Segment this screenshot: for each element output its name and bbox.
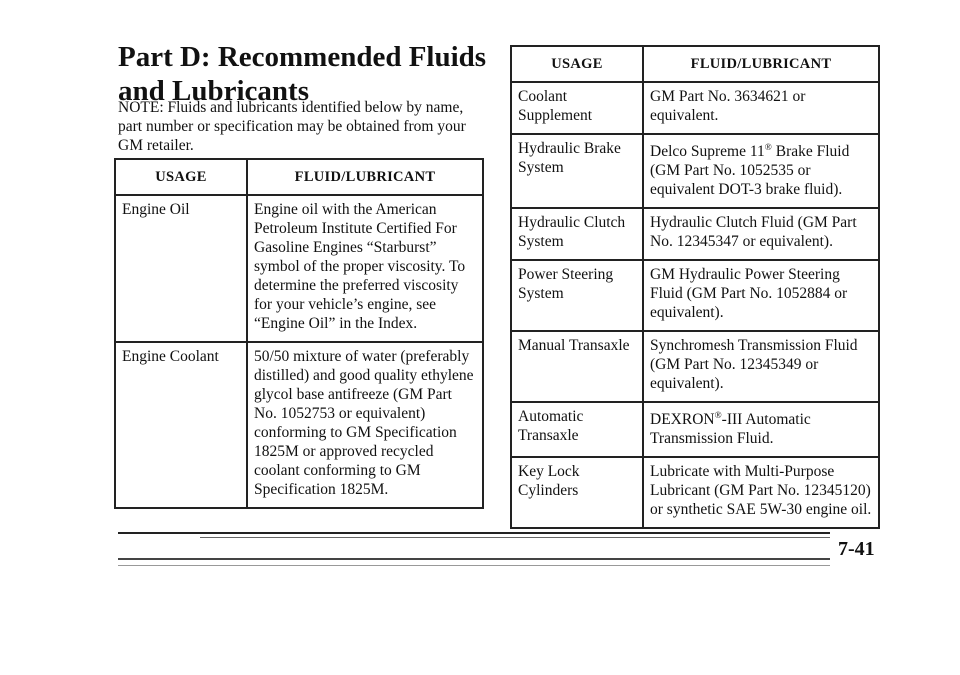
table-header-row — [115, 159, 483, 195]
usage-cell: Key Lock Cylinders — [511, 457, 643, 528]
fluid-cell: 50/50 mixture of water (preferably distilled) and good quality ethylene glycol base antifreeze (GM Part No. 1052753 or equivalent) conforming to GM Specification 1825M or approved recycled coolant conforming to GM Specification 1825M. — [247, 342, 483, 508]
table-row — [115, 342, 483, 508]
fluid-cell: Lubricate with Multi-Purpose Lubricant (GM Part No. 12345120) or synthetic SAE 5W-30 engine oil. — [643, 457, 879, 528]
usage-cell: Manual Transaxle — [511, 331, 643, 402]
footer-rule — [118, 558, 830, 560]
page-title: Part D: Recommended Fluids and Lubricants — [118, 41, 487, 107]
page-number: 7-41 — [838, 538, 875, 560]
table-row — [511, 82, 879, 134]
table-row — [511, 457, 879, 528]
fluid-cell — [643, 134, 879, 208]
table-row — [511, 134, 879, 208]
table-row — [511, 260, 879, 331]
fluid-cell: Engine oil with the American Petroleum Institute Certified For Gasoline Engines “Starburst” symbol of the proper viscosity. To determine the preferred viscosity for your vehicle’s engine, see “Engine Oil” in the Index. — [247, 195, 483, 342]
fluid-cell: Synchromesh Transmission Fluid (GM Part No. 12345349 or equivalent). — [643, 331, 879, 402]
fluid-text: DEXRON — [650, 411, 715, 429]
usage-cell: Engine Oil — [115, 195, 247, 342]
table-row — [511, 208, 879, 260]
usage-cell: Coolant Supplement — [511, 82, 643, 134]
table-header-row — [511, 46, 879, 82]
registered-mark: ® — [764, 143, 772, 153]
usage-cell: Hydraulic Clutch System — [511, 208, 643, 260]
fluid-cell: Hydraulic Clutch Fluid (GM Part No. 12345347 or equivalent). — [643, 208, 879, 260]
note-text: NOTE: Fluids and lubricants identified below by name, part number or specification may be obtained from your GM retailer. — [118, 99, 466, 154]
usage-cell: Hydraulic Brake System — [511, 134, 643, 208]
fluid-text: Delco Supreme 11 — [650, 143, 765, 161]
fluids-table-right — [510, 45, 880, 529]
fluid-text: Brake Fluid (GM Part No. 1052535 or equivalent DOT-3 brake fluid). — [650, 143, 850, 199]
usage-cell: Automatic Transaxle — [511, 402, 643, 457]
column-header-fluid: FLUID/LUBRICANT — [643, 46, 879, 82]
registered-mark: ® — [714, 411, 722, 422]
usage-cell: Power Steering System — [511, 260, 643, 331]
fluid-cell: GM Hydraulic Power Steering Fluid (GM Part No. 1052884 or equivalent). — [643, 260, 879, 331]
column-header-usage: USAGE — [511, 46, 643, 82]
table-row — [511, 331, 879, 402]
fluid-cell — [643, 402, 879, 457]
column-header-fluid: FLUID/LUBRICANT — [247, 159, 483, 195]
column-header-usage: USAGE — [115, 159, 247, 195]
footer-rule — [118, 532, 830, 534]
table-row — [115, 195, 483, 342]
table-row — [511, 402, 879, 457]
usage-cell: Engine Coolant — [115, 342, 247, 508]
footer-rule — [118, 565, 830, 566]
footer-rule — [200, 537, 830, 538]
fluids-table-left — [114, 158, 484, 509]
fluid-text: -III Automatic Transmission Fluid. — [650, 411, 811, 448]
fluid-cell: GM Part No. 3634621 or equivalent. — [643, 82, 879, 134]
